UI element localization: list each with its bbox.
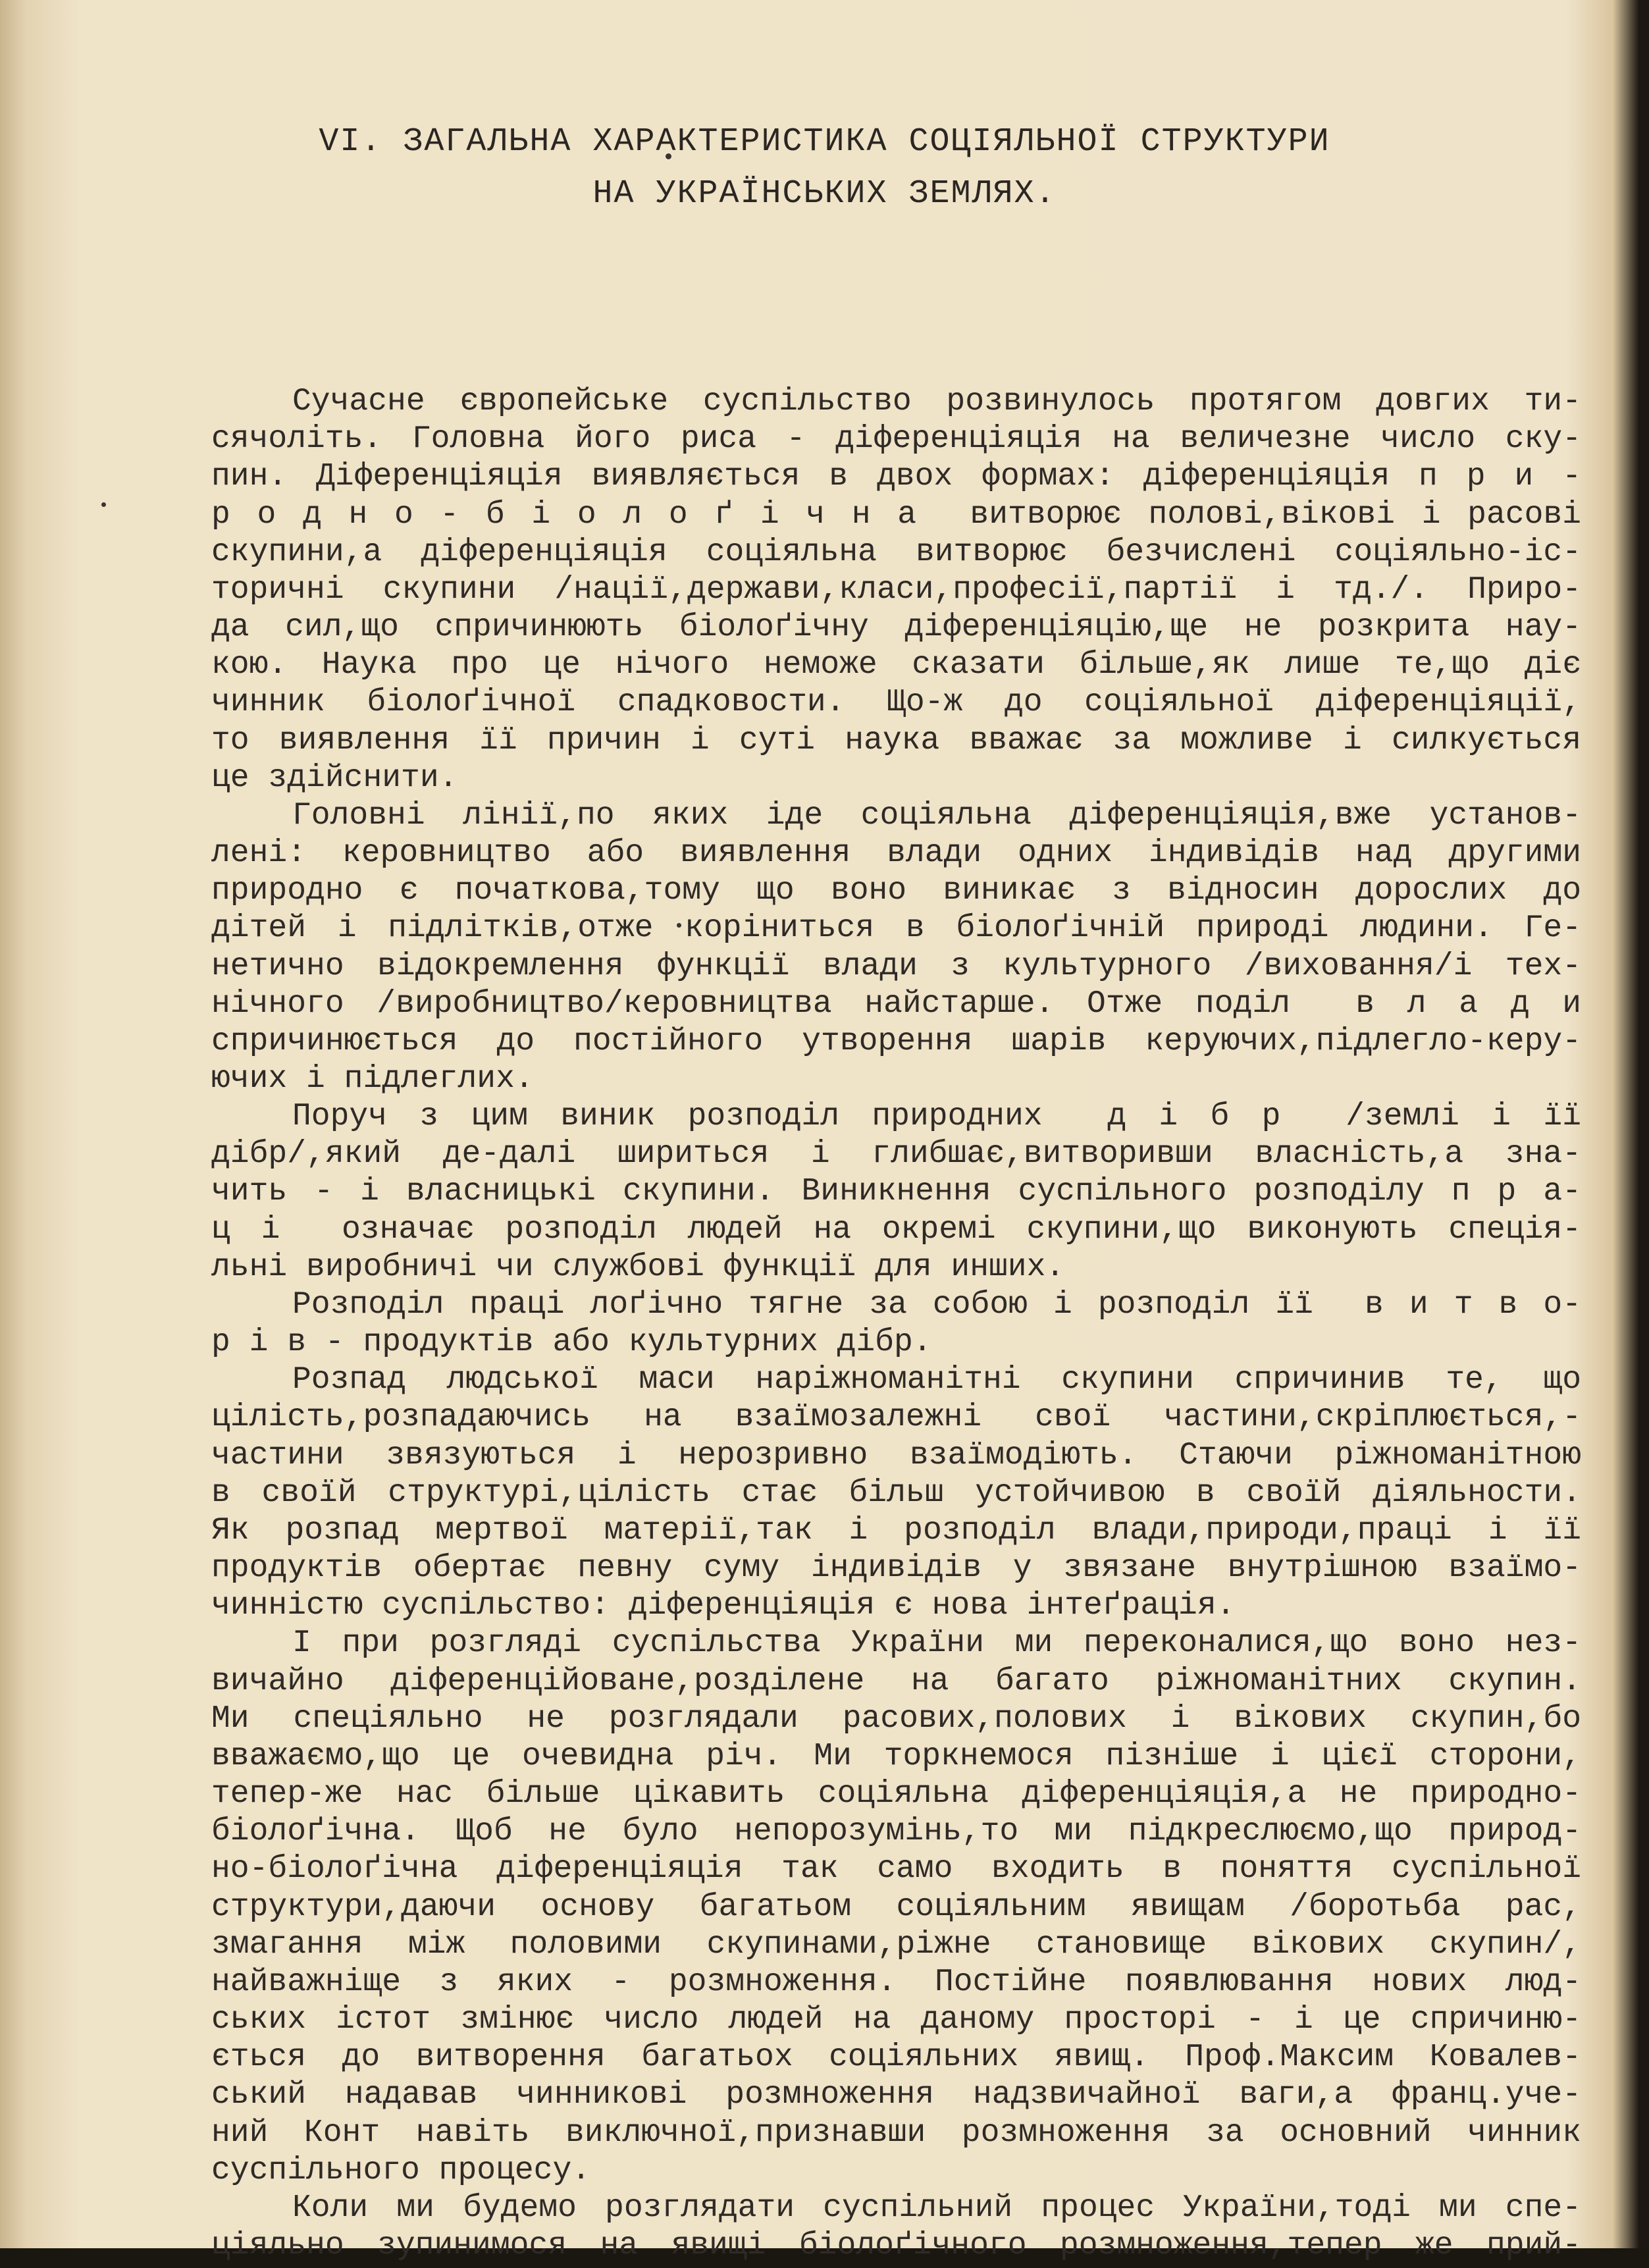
text-line: дібр/,який де-далі шириться і глибшає,витворивши власність,а зна- bbox=[211, 1136, 1581, 1172]
text-line: змагання між половими скупинами,ріжне становище вікових скупин/, bbox=[211, 1927, 1581, 1963]
text-line: ціяльно зупинимося на явищі біолоґічного розмноження,тепер же прий- bbox=[211, 2228, 1581, 2263]
text-line: сячоліть. Головна його риса - діференціяція на величезне число ску- bbox=[211, 421, 1581, 457]
text-line: ських істот змінює число людей на даному просторі - і це спричиню- bbox=[211, 2002, 1581, 2038]
text-line: Розподіл праці лоґічно тягне за собою і розподіл її в и т в о- bbox=[292, 1287, 1581, 1323]
text-line: І при розгляді суспільства України ми переконалися,що воно нез- bbox=[292, 1625, 1581, 1661]
text-line: найважніще з яких - розмноження. Постійне появлювання нових люд- bbox=[211, 1965, 1581, 2000]
text-line: нічного /виробництво/керовництва найстарше. Отже поділ в л а д и bbox=[211, 986, 1581, 1022]
text-line: чинник біолоґічної спадковости. Що-ж до соціяльної діференціяції, bbox=[211, 685, 1581, 720]
text-line: структури,даючи основу багатьом соціяльним явищам /боротьба рас, bbox=[211, 1889, 1581, 1925]
text-line: біолоґічна. Щоб не було непорозумінь,то ми підкреслюємо,що природ- bbox=[211, 1814, 1581, 1849]
text-line: це здійснити. bbox=[211, 760, 458, 796]
text-line: Поруч з цим виник розподіл природних д і б р /землі і її bbox=[292, 1099, 1581, 1134]
text-line: вважаємо,що це очевидна річ. Ми торкнемося пізніше і цієї сторони, bbox=[211, 1739, 1581, 1774]
text-line: чить - і власницькі скупини. Виникнення суспільного розподілу п р а- bbox=[211, 1174, 1581, 1209]
text-line: р і в - продуктів або культурних дібр. bbox=[211, 1325, 932, 1360]
text-line: Головні лінії,по яких іде соціяльна діференціяція,вже установ- bbox=[292, 798, 1581, 833]
text-line: дітей і підлітків,отже коріниться в біолоґічній природі людини. Ге- bbox=[211, 910, 1581, 946]
text-line: спричинюється до постійного утворення шарів керуючих,підлегло-керу- bbox=[211, 1024, 1581, 1059]
text-line: ц і означає розподіл людей на окремі скупини,що виконують спеція- bbox=[211, 1212, 1581, 1248]
text-line: Сучасне європейське суспільство розвинулось протягом довгих ти- bbox=[292, 384, 1581, 419]
text-line: Ми спеціяльно не розглядали расових,полових і вікових скупин,бо bbox=[211, 1701, 1581, 1737]
text-line: кою. Наука про це нічого неможе сказати більше,як лише те,що діє bbox=[211, 647, 1581, 683]
text-line: да сил,що спричинюють біолоґічну діференціяцію,ще не розкрита нау- bbox=[211, 610, 1581, 645]
heading-line-1: VI. ЗАГАЛЬНА ХАРАКТЕРИСТИКА СОЦІЯЛЬНОЇ СТРУКТУРИ bbox=[319, 123, 1330, 161]
text-line: Як розпад мертвої матерії,так і розподіл влади,природи,праці і її bbox=[211, 1513, 1581, 1548]
text-line: тепер-же нас більше цікавить соціяльна діференціяція,а не природно- bbox=[211, 1776, 1581, 1812]
text-line: Розпад людської маси наріжноманітні скупини спричинив те, що bbox=[292, 1362, 1581, 1398]
text-line: продуктів обертає певну суму індивідів у звязане внутрішною взаїмо- bbox=[211, 1550, 1581, 1586]
text-line: ний Конт навіть виключної,признавши розмноження за основний чинник bbox=[211, 2115, 1581, 2151]
text-line: в своїй структурі,цілість стає більш устойчивою в своїй діяльности. bbox=[211, 1475, 1581, 1511]
text-line: вичайно діференційоване,розділене на багато ріжноманітних скупин. bbox=[211, 1664, 1581, 1699]
text-line: то виявлення її причин і суті наука вважає за можливе і силкується bbox=[211, 723, 1581, 758]
text-line: скупини,а діференціяція соціяльна витворює безчислені соціяльно-іс- bbox=[211, 535, 1581, 570]
text-line: ський надавав чинникові розмноження надзвичайної ваги,а франц.уче- bbox=[211, 2077, 1581, 2113]
text-line: нетично відокремлення функції влади з культурного /виховання/і тех- bbox=[211, 949, 1581, 984]
heading-line-2: НА УКРАЇНСЬКИХ ЗЕМЛЯХ. bbox=[592, 175, 1057, 213]
text-line: ючих і підлеглих. bbox=[211, 1061, 534, 1097]
text-line: лені: керовництво або виявлення влади одних індивідів над другими bbox=[211, 835, 1581, 871]
text-line: цілість,розпадаючись на взаїмозалежні свої частини,скріплюється,- bbox=[211, 1400, 1581, 1435]
text-line: но-біолоґічна діференціяція так само входить в поняття суспільної bbox=[211, 1851, 1581, 1887]
text-line: суспільного процесу. bbox=[211, 2153, 591, 2188]
text-line: природно є початкова,тому що воно виникає з відносин дорослих до bbox=[211, 873, 1581, 909]
text-line: Коли ми будемо розглядати суспільний процес України,тоді ми спе- bbox=[292, 2190, 1581, 2226]
text-line: торичні скупини /нації,держави,класи,професії,партії і тд./. Приро- bbox=[211, 572, 1581, 608]
ink-dot bbox=[101, 502, 106, 507]
text-line: ється до витворення багатьох соціяльних явищ. Проф.Максим Ковалев- bbox=[211, 2040, 1581, 2075]
text-line: р о д н о - б і о л о ґ і ч н а витворює полові,вікові і расові bbox=[211, 497, 1581, 533]
text-line: пин. Діференціяція виявляється в двох формах: діференціяція п р и - bbox=[211, 459, 1581, 494]
text-line: льні виробничі чи службові функції для инших. bbox=[211, 1250, 1065, 1285]
text-line: частини звязуються і нерозривно взаїмодіють. Стаючи ріжноманітною bbox=[211, 1438, 1581, 1473]
text-line: чинністю суспільство: діференціяція є нова інтеґрація. bbox=[211, 1588, 1236, 1623]
